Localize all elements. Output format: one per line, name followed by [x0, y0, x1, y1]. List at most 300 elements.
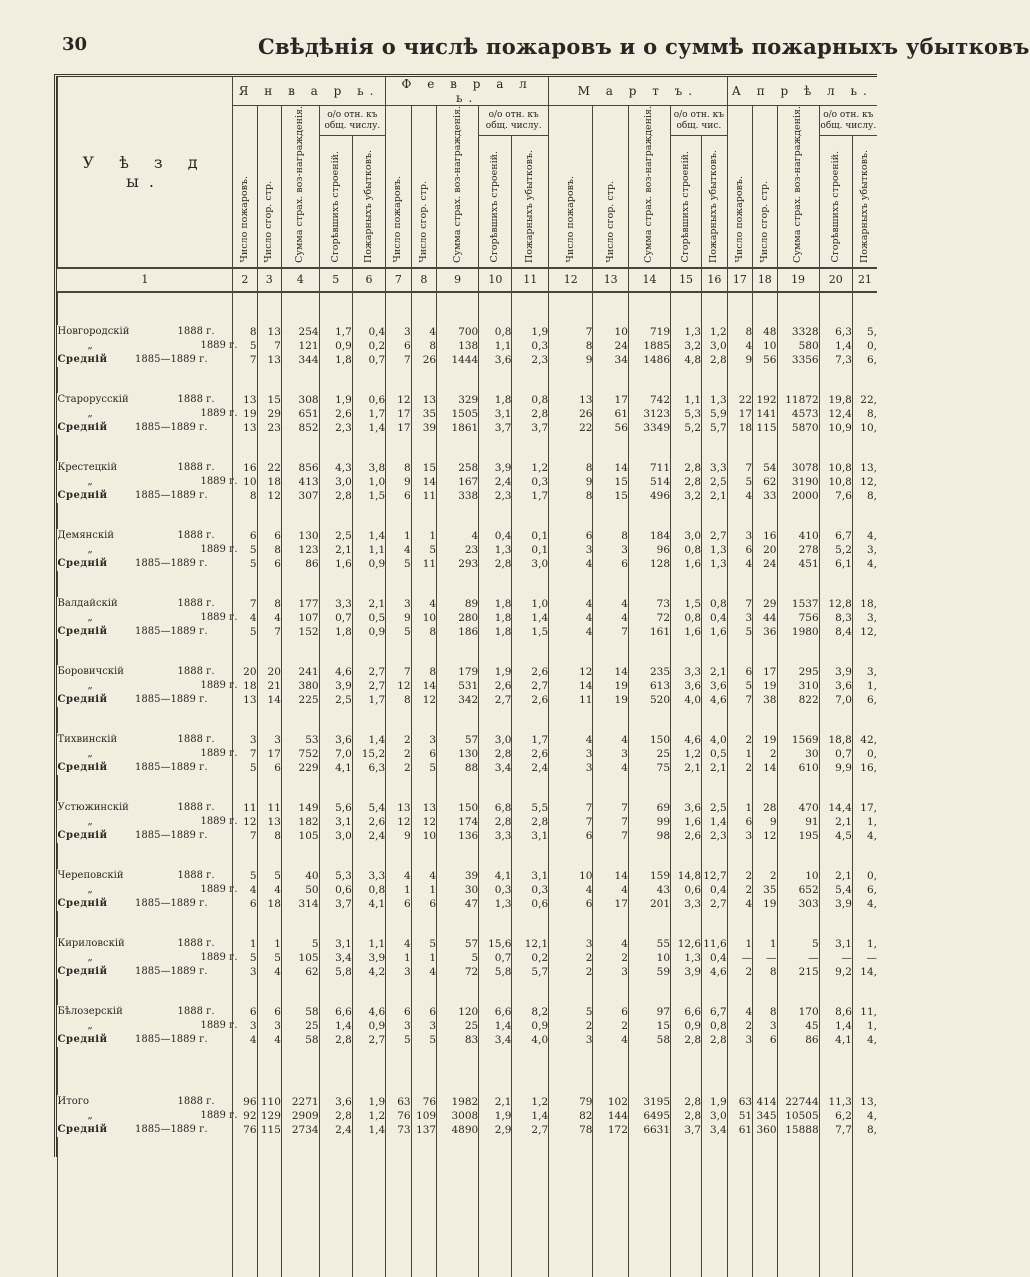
table-cell: 2,1	[479, 1095, 512, 1109]
table-cell: 2	[727, 733, 752, 747]
year-label: 1889 г.	[200, 883, 238, 895]
table-cell: 0,8	[479, 325, 512, 339]
table-cell: 13	[257, 325, 281, 339]
table-cell: 1,3	[671, 325, 702, 339]
table-cell: 8	[549, 339, 593, 353]
table-cell: 9	[549, 475, 593, 489]
ditto-mark: „	[87, 543, 93, 555]
table-cell: 15,6	[479, 937, 512, 951]
row-label	[58, 393, 233, 407]
table-cell: 4573	[777, 407, 819, 421]
table-cell: 1,8	[479, 611, 512, 625]
table-cell: 1486	[628, 353, 670, 367]
table-cell: 45	[777, 1019, 819, 1033]
table-cell: 822	[777, 693, 819, 707]
column-number: 4	[281, 268, 319, 292]
table-cell: 40	[281, 869, 319, 883]
table-cell: 136	[437, 829, 479, 843]
table-cell: 4,	[852, 1109, 877, 1123]
table-cell: 5	[411, 761, 436, 775]
table-cell: 5	[411, 1033, 436, 1047]
table-row	[58, 353, 878, 367]
row-label	[58, 1095, 233, 1109]
table-cell: 2,8	[479, 815, 512, 829]
table-cell: 2,4	[352, 829, 385, 843]
table-cell: 19	[233, 407, 257, 421]
table-cell: 5	[411, 937, 436, 951]
ditto-mark: „	[87, 339, 93, 351]
table-cell: 62	[753, 475, 777, 489]
table-cell: 15	[593, 489, 628, 503]
table-cell: 1,8	[319, 625, 352, 639]
table-cell: 6	[549, 897, 593, 911]
table-cell: 13	[411, 393, 436, 407]
year-label: 1888 г.	[177, 529, 215, 541]
table-cell: 8	[753, 965, 777, 979]
table-cell: 4,1	[479, 869, 512, 883]
table-row	[58, 937, 878, 951]
table-cell: 170	[777, 1005, 819, 1019]
table-cell: 3,3	[479, 829, 512, 843]
year-label: 1888 г.	[177, 869, 215, 881]
table-cell: 413	[281, 475, 319, 489]
table-row	[58, 965, 878, 979]
table-cell: 4	[257, 611, 281, 625]
column-header-text: Число пожаровъ.	[564, 176, 576, 263]
table-cell: 97	[628, 1005, 670, 1019]
table-cell: 2,1	[702, 489, 728, 503]
table-cell: 14,	[852, 965, 877, 979]
table-cell: 8,3	[819, 611, 852, 625]
table-row	[58, 543, 878, 557]
table-cell: 3,9	[819, 897, 852, 911]
table-cell: 20	[753, 543, 777, 557]
table-cell: 115	[753, 421, 777, 435]
table-row	[58, 529, 878, 543]
table-cell: 110	[257, 1095, 281, 1109]
table-cell: 2	[386, 747, 411, 761]
table-row	[58, 815, 878, 829]
table-cell: 159	[628, 869, 670, 883]
year-label: 1889 г.	[200, 815, 238, 827]
table-cell: 10	[411, 611, 436, 625]
table-cell: 1,2	[512, 461, 549, 475]
table-cell: 1,5	[352, 489, 385, 503]
table-cell: 56	[753, 353, 777, 367]
table-cell: 1,7	[352, 407, 385, 421]
column-number: 12	[549, 268, 593, 292]
year-label: 1889 г.	[200, 543, 238, 555]
pct-group-header: о/о отн. къ общ. числу.	[319, 106, 386, 136]
table-cell: 6	[257, 761, 281, 775]
table-cell: 5,4	[819, 883, 852, 897]
table-cell: 8,4	[819, 625, 852, 639]
table-cell: 1982	[437, 1095, 479, 1109]
column-header-text: Сгорѣвшихъ строеній.	[329, 151, 341, 263]
table-cell: 25	[437, 1019, 479, 1033]
table-cell: 3,4	[479, 1033, 512, 1047]
column-header-burned	[593, 106, 628, 268]
table-cell: 3,0	[671, 529, 702, 543]
table-cell: 4,0	[512, 1033, 549, 1047]
table-cell: 8,	[852, 1123, 877, 1137]
table-cell: 254	[281, 325, 319, 339]
table-cell: 152	[281, 625, 319, 639]
table-cell: 0,2	[352, 339, 385, 353]
table-cell: 24	[593, 339, 628, 353]
table-cell: 10,8	[819, 461, 852, 475]
year-range: 1885—1889 г.	[135, 489, 208, 501]
table-cell: 0,4	[352, 325, 385, 339]
table-cell: 4	[593, 883, 628, 897]
table-cell: 1	[411, 951, 436, 965]
column-header-text: Сумма страх. воз-награжденія.	[451, 106, 463, 263]
table-cell: 2	[727, 869, 752, 883]
column-header-fires	[727, 106, 752, 268]
table-cell: 3,1	[319, 815, 352, 829]
table-cell: 12,8	[819, 597, 852, 611]
table-cell: 6	[727, 815, 752, 829]
column-number: 19	[777, 268, 819, 292]
table-cell: 700	[437, 325, 479, 339]
year-label: 1888 г.	[177, 325, 215, 337]
table-cell: 30	[437, 883, 479, 897]
table-cell: 5	[386, 625, 411, 639]
table-cell: 15	[593, 475, 628, 489]
column-header-text: Пожарныхъ убытковъ.	[708, 149, 720, 263]
table-row	[58, 761, 878, 775]
table-cell: 7	[727, 597, 752, 611]
table-cell: 4	[727, 489, 752, 503]
year-range: 1885—1889 г.	[135, 897, 208, 909]
table-cell: 5	[386, 1033, 411, 1047]
table-cell: 18,	[852, 597, 877, 611]
uezd-column-header: У ѣ з д ы.	[58, 77, 233, 268]
table-cell: 3	[549, 937, 593, 951]
table-cell: 36	[753, 625, 777, 639]
column-header-text: Число пожаровъ.	[238, 176, 250, 263]
table-cell: 12,4	[819, 407, 852, 421]
table-cell: 9	[386, 475, 411, 489]
table-cell: 0,6	[319, 883, 352, 897]
table-cell: 13,	[852, 461, 877, 475]
table-cell: 3356	[777, 353, 819, 367]
table-row	[58, 747, 878, 761]
header-row-months	[58, 77, 878, 106]
table-cell: 360	[753, 1123, 777, 1137]
table-row	[58, 733, 878, 747]
table-cell: 14	[593, 869, 628, 883]
table-cell: 1,6	[671, 815, 702, 829]
table-cell: 5	[727, 679, 752, 693]
table-cell: 4	[233, 611, 257, 625]
table-cell: 184	[628, 529, 670, 543]
table-cell: 0,3	[512, 883, 549, 897]
table-cell: 96	[233, 1095, 257, 1109]
table-cell: 7	[233, 353, 257, 367]
row-label	[58, 489, 233, 503]
table-cell: 56	[593, 421, 628, 435]
table-row	[58, 693, 878, 707]
table-cell: 1	[727, 937, 752, 951]
table-cell: 4,6	[671, 733, 702, 747]
table-cell: 4,	[852, 829, 877, 843]
table-cell: 92	[233, 1109, 257, 1123]
column-number: 14	[628, 268, 670, 292]
table-cell: 3,4	[319, 951, 352, 965]
table-cell: 2	[727, 883, 752, 897]
table-cell: 5,6	[319, 801, 352, 815]
table-row	[58, 665, 878, 679]
table-cell: 0,7	[819, 747, 852, 761]
table-cell: 3	[257, 1019, 281, 1033]
ditto-mark: „	[87, 611, 93, 623]
table-cell: 6,6	[671, 1005, 702, 1019]
table-cell: 20	[257, 665, 281, 679]
table-cell: 2,8	[671, 475, 702, 489]
table-cell: 1,7	[352, 693, 385, 707]
row-label	[58, 339, 238, 353]
table-cell: 4890	[437, 1123, 479, 1137]
column-number: 16	[702, 268, 728, 292]
table-cell: 303	[777, 897, 819, 911]
table-row	[58, 897, 878, 911]
table-cell: 9	[549, 353, 593, 367]
row-label	[58, 829, 233, 843]
table-cell: 451	[777, 557, 819, 571]
table-cell: 2,1	[702, 665, 728, 679]
year-label: 1889 г.	[200, 747, 238, 759]
column-header-text: Сумма страх. воз-награжденія.	[792, 106, 804, 263]
table-cell: 2,5	[702, 475, 728, 489]
table-cell: 2,5	[319, 529, 352, 543]
table-cell: 88	[437, 761, 479, 775]
table-cell: 5	[386, 557, 411, 571]
table-cell: 5	[257, 951, 281, 965]
table-cell: 3	[386, 965, 411, 979]
table-cell: 6	[257, 1005, 281, 1019]
table-cell: 102	[593, 1095, 628, 1109]
table-cell: 1,0	[352, 475, 385, 489]
table-cell: 58	[281, 1033, 319, 1047]
table-cell: 179	[437, 665, 479, 679]
table-cell: 7	[593, 801, 628, 815]
month-header: Я н в а р ь.	[233, 77, 386, 106]
table-cell: 12,1	[512, 937, 549, 951]
table-cell: 2,4	[512, 761, 549, 775]
table-cell: 4	[257, 965, 281, 979]
table-cell: 12,6	[671, 937, 702, 951]
table-cell: 3	[411, 1019, 436, 1033]
table-cell: 0,4	[702, 611, 728, 625]
table-cell: 3,3	[671, 897, 702, 911]
table-cell: 34	[593, 353, 628, 367]
table-cell: 12	[411, 815, 436, 829]
table-cell: 1,1	[479, 339, 512, 353]
row-label	[58, 461, 233, 475]
table-cell: 3,	[852, 665, 877, 679]
table-cell: 16	[753, 529, 777, 543]
year-label: 1889 г.	[200, 1109, 238, 1121]
table-cell: 105	[281, 951, 319, 965]
table-cell: 1,3	[702, 543, 728, 557]
table-cell: 2,1	[352, 597, 385, 611]
table-cell: 8	[411, 665, 436, 679]
year-label: 1888 г.	[177, 801, 215, 813]
year-range: 1885—1889 г.	[135, 353, 208, 365]
table-cell: 1861	[437, 421, 479, 435]
table-cell: 0,	[852, 747, 877, 761]
table-cell: 83	[437, 1033, 479, 1047]
table-cell: 0,4	[702, 951, 728, 965]
column-header-burned	[257, 106, 281, 268]
table-cell: 6	[753, 1033, 777, 1047]
table-cell: 278	[777, 543, 819, 557]
table-cell: 12	[549, 665, 593, 679]
table-cell: 293	[437, 557, 479, 571]
table-cell: 13	[386, 801, 411, 815]
table-cell: 7	[727, 693, 752, 707]
year-label: 1889 г.	[200, 1019, 238, 1031]
table-cell: 78	[549, 1123, 593, 1137]
table-cell: 7	[549, 815, 593, 829]
column-number: 20	[819, 268, 852, 292]
table-cell: 410	[777, 529, 819, 543]
table-cell: 0,4	[702, 883, 728, 897]
table-cell: 329	[437, 393, 479, 407]
table-cell: 1,8	[479, 625, 512, 639]
table-cell: 25	[281, 1019, 319, 1033]
table-cell: 3,6	[671, 801, 702, 815]
table-cell: 4	[549, 883, 593, 897]
year-label: 1888 г.	[177, 733, 215, 745]
table-cell: 2,6	[352, 815, 385, 829]
table-cell: 82	[549, 1109, 593, 1123]
table-cell: 8	[257, 597, 281, 611]
table-cell: 8	[549, 489, 593, 503]
table-cell: 172	[593, 1123, 628, 1137]
row-label	[58, 1005, 233, 1019]
table-cell: 0,6	[512, 897, 549, 911]
table-cell: 10505	[777, 1109, 819, 1123]
table-cell: 19	[593, 679, 628, 693]
table-cell: 2	[727, 761, 752, 775]
table-cell: 15888	[777, 1123, 819, 1137]
table-cell: 8	[411, 625, 436, 639]
table-cell: 14	[593, 461, 628, 475]
table-cell: 5,3	[671, 407, 702, 421]
table-cell: 280	[437, 611, 479, 625]
column-header-pct_loss	[352, 136, 385, 268]
table-cell: 13	[257, 815, 281, 829]
table-cell: 2,1	[671, 761, 702, 775]
average-label: Средній	[57, 421, 108, 433]
table-cell: 1,4	[319, 1019, 352, 1033]
table-cell: 4,0	[702, 733, 728, 747]
table-cell: 3	[386, 325, 411, 339]
table-cell: 652	[777, 883, 819, 897]
table-cell: 141	[753, 407, 777, 421]
table-cell: 4,	[852, 1033, 877, 1047]
year-label: 1889 г.	[200, 679, 238, 691]
table-cell: 107	[281, 611, 319, 625]
table-cell: 138	[437, 339, 479, 353]
uezd-name: Устюжинскій	[57, 801, 129, 813]
column-number: 5	[319, 268, 352, 292]
table-cell: 6	[727, 543, 752, 557]
table-cell: 2,8	[671, 461, 702, 475]
table-cell: 3,8	[352, 461, 385, 475]
table-cell: 167	[437, 475, 479, 489]
table-cell: 55	[628, 937, 670, 951]
table-cell: 0,7	[319, 611, 352, 625]
table-cell: 18	[727, 421, 752, 435]
table-cell: 6	[233, 529, 257, 543]
table-cell: —	[852, 951, 877, 965]
table-cell: 2	[593, 1019, 628, 1033]
table-cell: 2,8	[671, 1109, 702, 1123]
table-cell: 2,6	[671, 829, 702, 843]
table-cell: 6,8	[479, 801, 512, 815]
table-row	[58, 475, 878, 489]
year-label: 1889 г.	[200, 475, 238, 487]
table-cell: 3,2	[671, 489, 702, 503]
month-header: М а р т ъ.	[549, 77, 728, 106]
table-cell: 7,7	[819, 1123, 852, 1137]
table-cell: 5,9	[702, 407, 728, 421]
ditto-mark: „	[87, 407, 93, 419]
table-cell: 4,1	[352, 897, 385, 911]
table-cell: 5	[411, 543, 436, 557]
table-cell: 3,7	[479, 421, 512, 435]
table-cell: 7	[593, 829, 628, 843]
table-cell: 1505	[437, 407, 479, 421]
table-cell: 73	[628, 597, 670, 611]
table-cell: 3,3	[319, 597, 352, 611]
table-cell: 22	[549, 421, 593, 435]
table-cell: 4	[593, 733, 628, 747]
table-cell: 9	[386, 829, 411, 843]
table-cell: 137	[411, 1123, 436, 1137]
table-cell: 0,8	[702, 1019, 728, 1033]
month-header: А п р ѣ л ь.	[727, 77, 877, 106]
column-number: 11	[512, 268, 549, 292]
uezd-name: Демянскій	[57, 529, 115, 541]
table-cell: 4	[411, 325, 436, 339]
table-cell: 6	[257, 529, 281, 543]
column-header-text: Пожарныхъ убытковъ.	[362, 149, 374, 263]
table-cell: 2	[386, 733, 411, 747]
row-label	[58, 951, 238, 965]
table-cell: 120	[437, 1005, 479, 1019]
table-cell: 3	[593, 965, 628, 979]
table-cell: 15	[257, 393, 281, 407]
table-cell: 5	[233, 339, 257, 353]
table-cell: 7	[727, 461, 752, 475]
column-header-pct_burned	[479, 136, 512, 268]
table-cell: 12	[386, 815, 411, 829]
table-cell: 4	[549, 557, 593, 571]
table-cell: 3,6	[319, 733, 352, 747]
table-cell: 514	[628, 475, 670, 489]
table-cell: 310	[777, 679, 819, 693]
table-cell: 13	[411, 801, 436, 815]
table-cell: 6	[411, 747, 436, 761]
table-cell: 6,1	[819, 557, 852, 571]
table-cell: 35	[753, 883, 777, 897]
table-cell: 1,9	[479, 665, 512, 679]
column-header-burned	[753, 106, 777, 268]
